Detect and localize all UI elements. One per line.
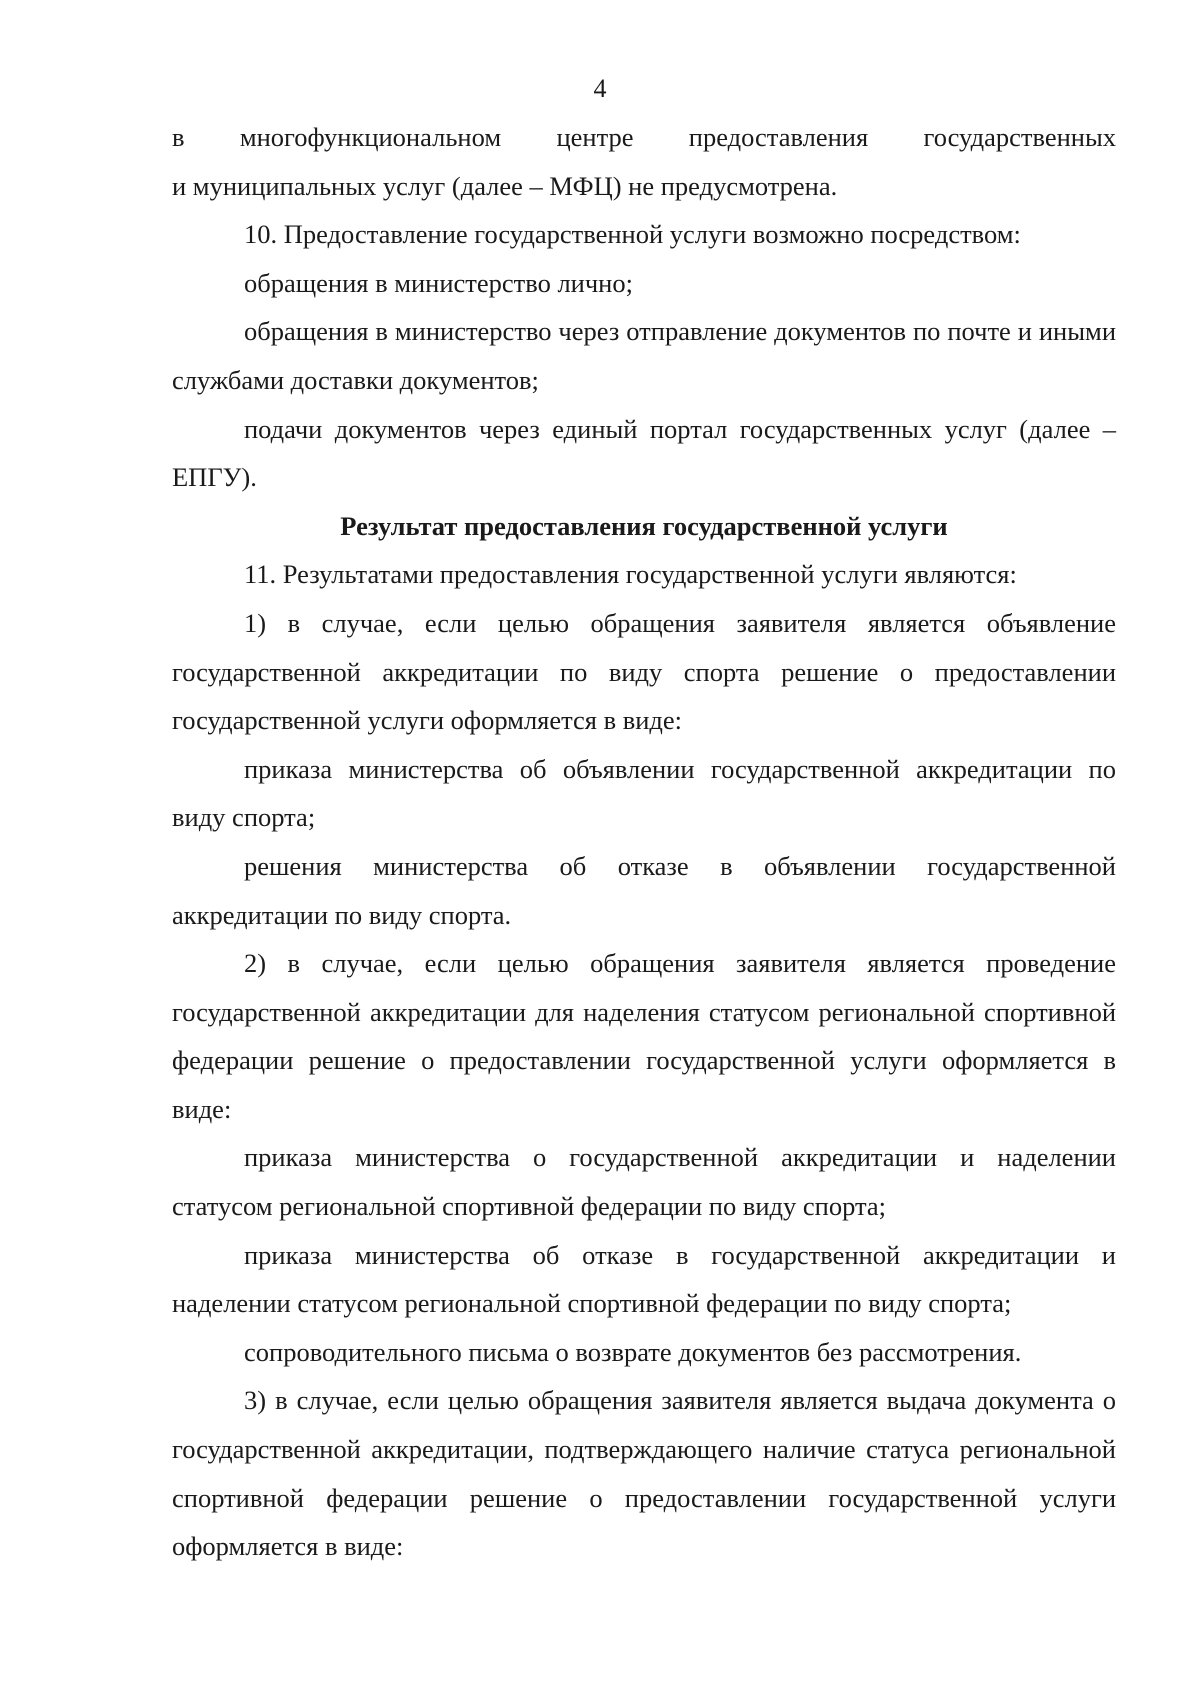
paragraph-option-epgu: подачи документов через единый портал государственных услуг (далее – ЕПГУ). [172, 413, 1116, 493]
paragraph-subitem-1-order: приказа министерства об объявлении государственной аккредитации по виду спорта; [172, 753, 1116, 833]
paragraph-option-in-person: обращения в министерство лично; [244, 267, 633, 298]
paragraph-option-mail: обращения в министерство через отправление документов по почте и иными службами доставки документов; [172, 316, 1116, 395]
paragraph-item-11: 11. Результатами предоставления государственной услуги являются: [244, 559, 1017, 590]
paragraph-subitem-2-refusal: приказа министерства об отказе в государственной аккредитации и наделении статусом региональной спортивной федерации по виду спорта; [172, 1239, 1116, 1319]
page-number: 4 [593, 74, 607, 103]
paragraph-subitem-2-letter: сопроводительного письма о возврате документов без рассмотрения. [244, 1336, 1022, 1367]
section-heading: Результат предоставления государственной услуги [340, 510, 948, 541]
paragraph-continuation-line: в многофункциональном центре предоставления государственных [172, 122, 1116, 152]
document-body [172, 113, 1116, 1571]
paragraph-subitem-2: 2) в случае, если целью обращения заявителя является проведение государственной аккредитации для наделения статусом региональной спортивной федерации решение о предоставлении государственной услуги оформляется в виде: [172, 948, 1116, 1124]
paragraph-subitem-3: 3) в случае, если целью обращения заявителя является выдача документа о государственной аккредитации, подтверждающего наличие статуса региональной спортивной федерации решение о предоставлении государственной услуги оформляется в виде: [172, 1385, 1116, 1562]
paragraph-subitem-1: 1) в случае, если целью обращения заявителя является объявление государственной аккредитации по виду спорта решение о предоставлении государственной услуги оформляется в виде: [172, 607, 1116, 736]
paragraph-continuation: и муниципальных услуг (далее – МФЦ) не предусмотрена. [172, 170, 838, 201]
paragraph-subitem-2-order: приказа министерства о государственной аккредитации и наделении статусом региональной спортивной федерации по виду спорта; [172, 1142, 1116, 1222]
paragraph-subitem-1-refusal: решения министерства об отказе в объявлении государственной аккредитации по виду спорта. [172, 850, 1116, 930]
paragraph-item-10: 10. Предоставление государственной услуги возможно посредством: [244, 219, 1021, 250]
